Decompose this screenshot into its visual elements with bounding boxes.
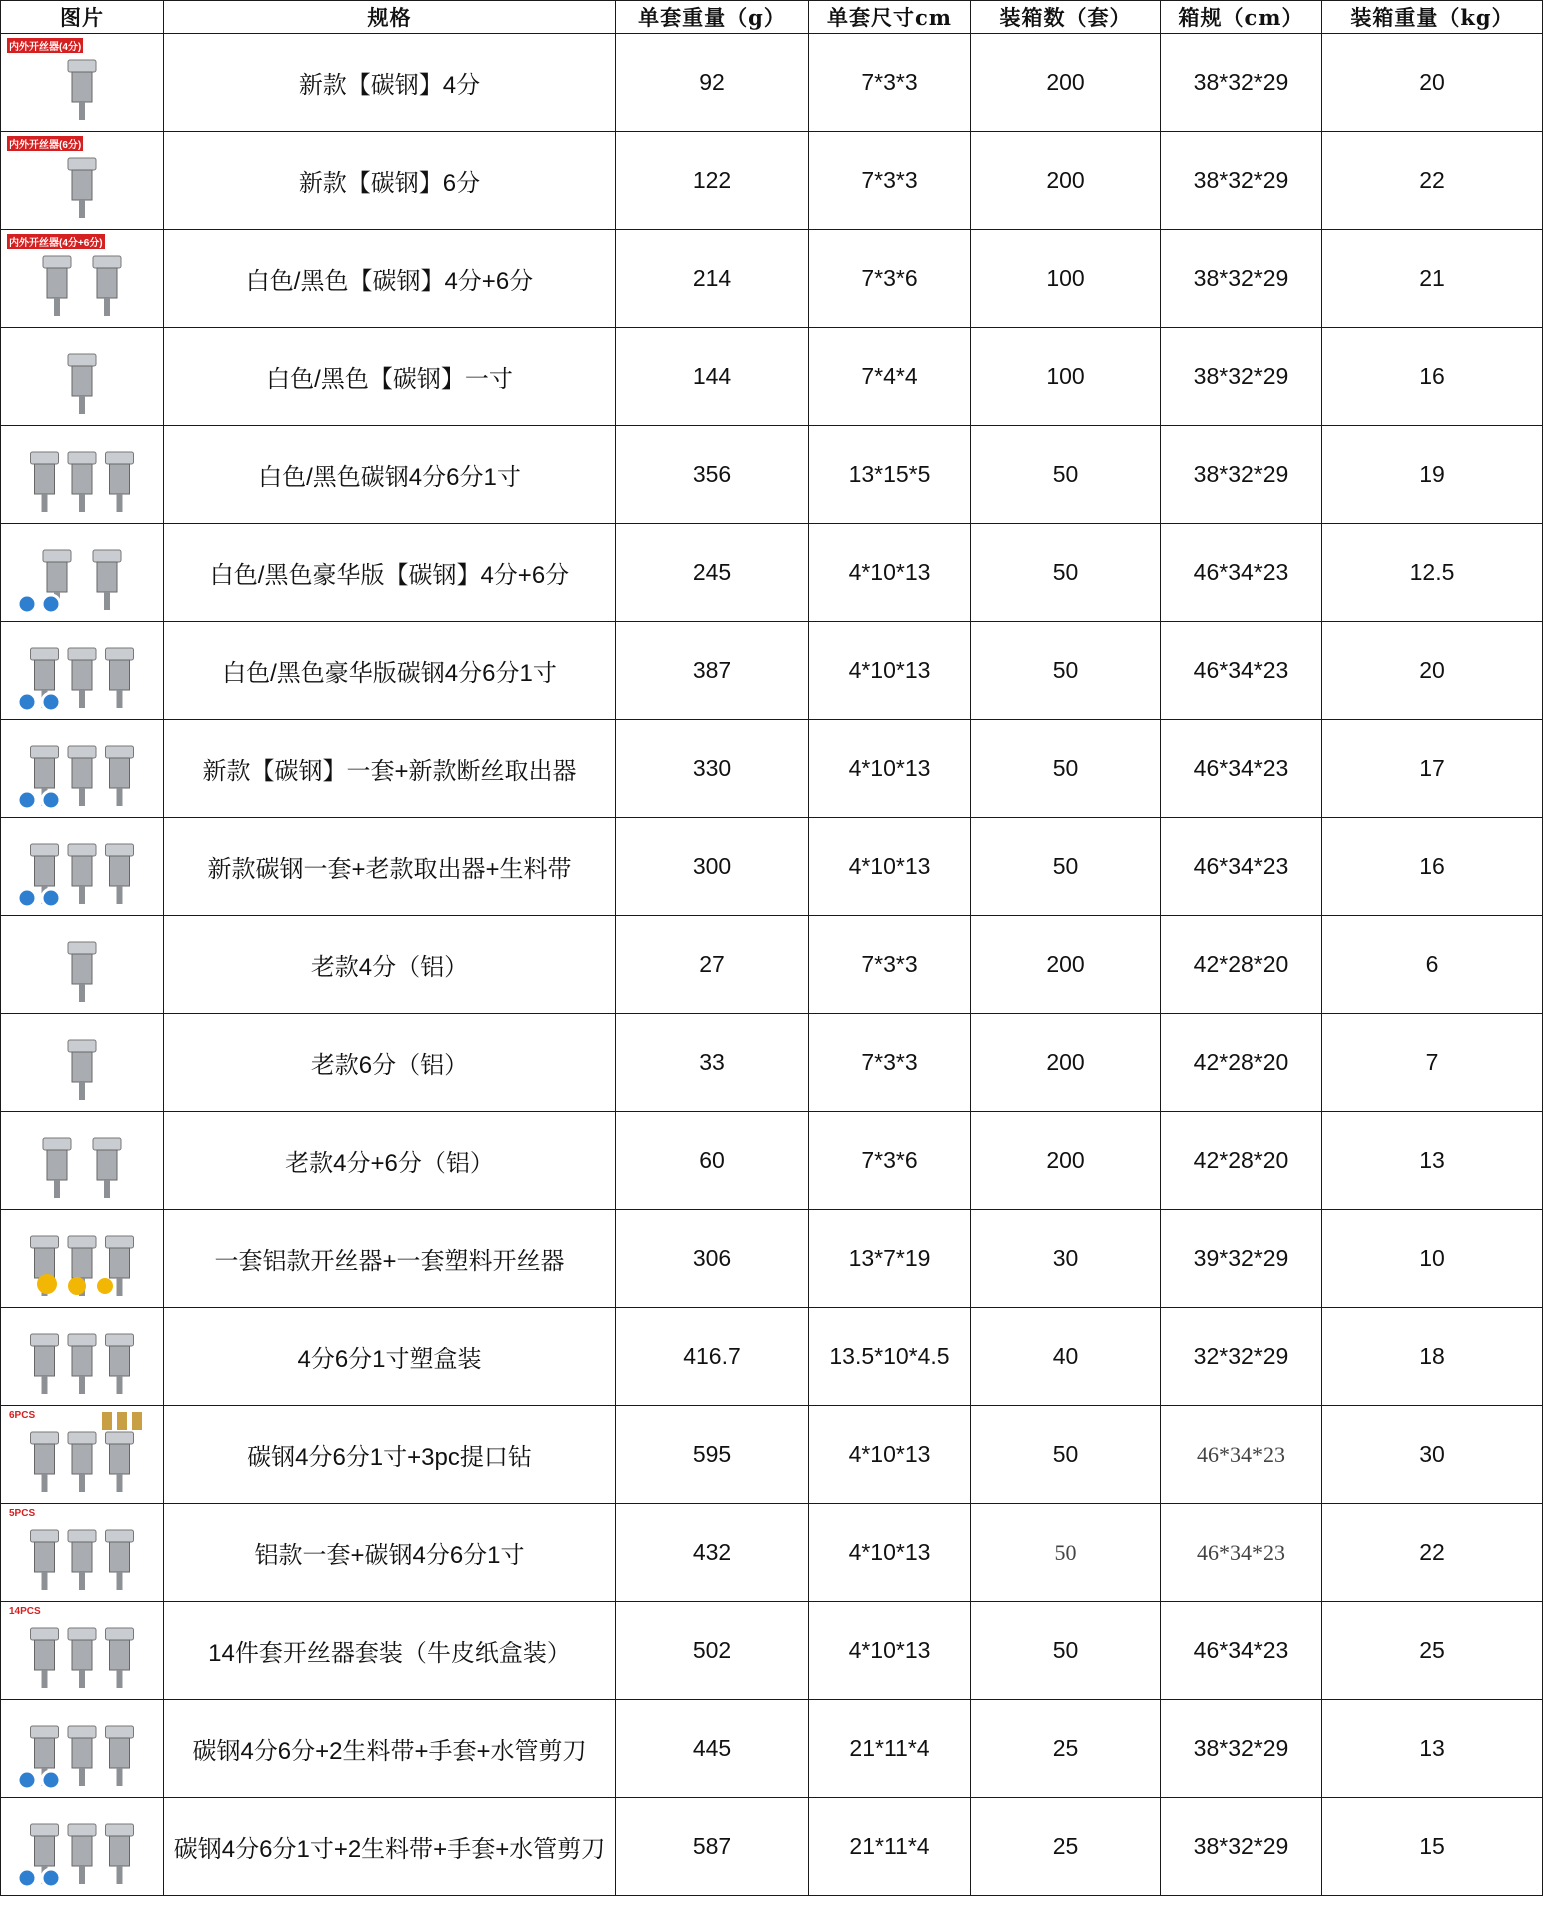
spec-cell: 一套铝款开丝器+一套塑料开丝器	[164, 1210, 616, 1308]
spec-cell: 白色/黑色豪华版【碳钢】4分+6分	[164, 524, 616, 622]
product-image-cell	[1, 1210, 164, 1308]
unit-weight-cell: 502	[616, 1602, 809, 1700]
unit-size-cell: 4*10*13	[809, 622, 971, 720]
box-size-cell: 42*28*20	[1161, 1112, 1322, 1210]
box-qty-cell: 100	[971, 230, 1161, 328]
unit-size-cell: 4*10*13	[809, 1504, 971, 1602]
box-weight-cell: 22	[1322, 132, 1543, 230]
product-image-cell	[1, 1798, 164, 1896]
table-row	[1, 1504, 1543, 1602]
alu-plastic-set-image	[7, 1214, 157, 1304]
spec-cell: 老款4分+6分（铝）	[164, 1112, 616, 1210]
header-box-qty: 装箱数（套）	[971, 1, 1161, 34]
box-qty-cell: 100	[971, 328, 1161, 426]
product-image-cell	[1, 1602, 164, 1700]
product-image-cell	[1, 1406, 164, 1504]
header-image: 图片	[1, 1, 164, 34]
unit-weight-cell: 595	[616, 1406, 809, 1504]
header-unit-size: 单套尺寸cm	[809, 1, 971, 34]
table-row	[1, 1308, 1543, 1406]
spec-cell: 14件套开丝器套装（牛皮纸盒装）	[164, 1602, 616, 1700]
unit-size-cell: 21*11*4	[809, 1798, 971, 1896]
unit-weight-cell: 245	[616, 524, 809, 622]
box-qty-cell: 50	[971, 1504, 1161, 1602]
box-qty-cell: 50	[971, 426, 1161, 524]
unit-weight-cell: 122	[616, 132, 809, 230]
box-weight-cell: 25	[1322, 1602, 1543, 1700]
unit-size-cell: 13*7*19	[809, 1210, 971, 1308]
alu-6fen-image	[7, 1018, 157, 1108]
box-qty-cell: 50	[971, 622, 1161, 720]
header-row	[1, 1, 1543, 34]
table-row	[1, 230, 1543, 328]
unit-size-cell: 13.5*10*4.5	[809, 1308, 971, 1406]
box-size-cell: 38*32*29	[1161, 328, 1322, 426]
product-image-cell	[1, 622, 164, 720]
box-weight-cell: 13	[1322, 1700, 1543, 1798]
product-image-cell	[1, 1700, 164, 1798]
header-unit-weight: 单套重量（g）	[616, 1, 809, 34]
product-image-cell	[1, 426, 164, 524]
thumb-tag: 内外开丝器(6分)	[7, 136, 83, 151]
thread-tool-set3-image	[7, 430, 157, 520]
alu-carbon-set-image	[7, 1508, 157, 1598]
unit-size-cell: 21*11*4	[809, 1700, 971, 1798]
box-size-cell: 46*34*23	[1161, 524, 1322, 622]
table-row	[1, 1210, 1543, 1308]
set3-tape-cutter-image	[7, 1802, 157, 1892]
product-image-cell	[1, 1504, 164, 1602]
product-image-cell	[1, 916, 164, 1014]
thumb-tag: 6PCS	[9, 1410, 36, 1421]
unit-size-cell: 4*10*13	[809, 1602, 971, 1700]
box-size-cell: 32*32*29	[1161, 1308, 1322, 1406]
product-image-cell	[1, 818, 164, 916]
box-weight-cell: 22	[1322, 1504, 1543, 1602]
product-image-cell	[1, 1014, 164, 1112]
set-tape-cutter-image	[7, 1704, 157, 1794]
box-size-cell: 46*34*23	[1161, 818, 1322, 916]
unit-weight-cell: 300	[616, 818, 809, 916]
spec-cell: 碳钢4分6分1寸+2生料带+手套+水管剪刀	[164, 1798, 616, 1896]
box-qty-cell: 200	[971, 132, 1161, 230]
set-drill-image	[7, 1410, 157, 1500]
box-weight-cell: 19	[1322, 426, 1543, 524]
box-qty-cell: 200	[971, 1014, 1161, 1112]
set-extractor-image	[7, 724, 157, 814]
box-size-cell: 38*32*29	[1161, 132, 1322, 230]
set-old-extractor-image	[7, 822, 157, 912]
spec-cell: 新款碳钢一套+老款取出器+生料带	[164, 818, 616, 916]
box-size-cell: 42*28*20	[1161, 916, 1322, 1014]
unit-weight-cell: 27	[616, 916, 809, 1014]
box-weight-cell: 6	[1322, 916, 1543, 1014]
unit-weight-cell: 214	[616, 230, 809, 328]
spec-cell: 老款4分（铝）	[164, 916, 616, 1014]
product-image-cell	[1, 230, 164, 328]
thumb-tag: 内外开丝器(4分+6分)	[7, 234, 105, 249]
unit-size-cell: 7*3*3	[809, 1014, 971, 1112]
box-size-cell: 46*34*23	[1161, 720, 1322, 818]
box-qty-cell: 200	[971, 916, 1161, 1014]
product-image-cell	[1, 720, 164, 818]
deluxe-set-image	[7, 528, 157, 618]
unit-weight-cell: 306	[616, 1210, 809, 1308]
box-weight-cell: 13	[1322, 1112, 1543, 1210]
box-size-cell: 46*34*23	[1161, 622, 1322, 720]
deluxe-set3-image	[7, 626, 157, 716]
unit-weight-cell: 60	[616, 1112, 809, 1210]
box-size-cell: 39*32*29	[1161, 1210, 1322, 1308]
product-image-cell	[1, 34, 164, 132]
unit-weight-cell: 587	[616, 1798, 809, 1896]
table-row	[1, 132, 1543, 230]
product-image-cell	[1, 524, 164, 622]
box-qty-cell: 25	[971, 1700, 1161, 1798]
spec-cell: 白色/黑色【碳钢】4分+6分	[164, 230, 616, 328]
table-row	[1, 1112, 1543, 1210]
spec-cell: 铝款一套+碳钢4分6分1寸	[164, 1504, 616, 1602]
product-image-cell	[1, 1308, 164, 1406]
table-row	[1, 1602, 1543, 1700]
table-row	[1, 1406, 1543, 1504]
box-weight-cell: 16	[1322, 328, 1543, 426]
box-weight-cell: 15	[1322, 1798, 1543, 1896]
box-qty-cell: 50	[971, 720, 1161, 818]
thumb-tag: 5PCS	[9, 1508, 36, 1519]
table-row	[1, 818, 1543, 916]
box-size-cell: 38*32*29	[1161, 1798, 1322, 1896]
box-qty-cell: 50	[971, 524, 1161, 622]
spec-cell: 碳钢4分6分1寸+3pc提口钻	[164, 1406, 616, 1504]
spec-cell: 新款【碳钢】6分	[164, 132, 616, 230]
unit-size-cell: 7*3*3	[809, 132, 971, 230]
unit-size-cell: 13*15*5	[809, 426, 971, 524]
alu-4fen-image	[7, 920, 157, 1010]
unit-size-cell: 7*3*3	[809, 916, 971, 1014]
header-box-size: 箱规（cm）	[1161, 1, 1322, 34]
unit-weight-cell: 356	[616, 426, 809, 524]
header-box-weight: 装箱重量（kg）	[1322, 1, 1543, 34]
box-size-cell: 46*34*23	[1161, 1602, 1322, 1700]
box-weight-cell: 18	[1322, 1308, 1543, 1406]
box-size-cell: 42*28*20	[1161, 1014, 1322, 1112]
box-qty-cell: 40	[971, 1308, 1161, 1406]
unit-size-cell: 4*10*13	[809, 1406, 971, 1504]
unit-weight-cell: 445	[616, 1700, 809, 1798]
14pcs-set-image	[7, 1606, 157, 1696]
box-size-cell: 38*32*29	[1161, 426, 1322, 524]
box-size-cell: 38*32*29	[1161, 1700, 1322, 1798]
table-row	[1, 426, 1543, 524]
unit-weight-cell: 432	[616, 1504, 809, 1602]
unit-size-cell: 4*10*13	[809, 720, 971, 818]
thumb-tag: 14PCS	[9, 1606, 41, 1617]
box-qty-cell: 25	[971, 1798, 1161, 1896]
box-weight-cell: 20	[1322, 34, 1543, 132]
box-qty-cell: 50	[971, 1602, 1161, 1700]
box-size-cell: 38*32*29	[1161, 230, 1322, 328]
unit-weight-cell: 144	[616, 328, 809, 426]
product-image-cell	[1, 132, 164, 230]
unit-weight-cell: 416.7	[616, 1308, 809, 1406]
spec-cell: 新款【碳钢】一套+新款断丝取出器	[164, 720, 616, 818]
box-qty-cell: 200	[971, 1112, 1161, 1210]
spec-cell: 白色/黑色碳钢4分6分1寸	[164, 426, 616, 524]
box-weight-cell: 16	[1322, 818, 1543, 916]
table-row	[1, 916, 1543, 1014]
unit-weight-cell: 33	[616, 1014, 809, 1112]
unit-size-cell: 4*10*13	[809, 524, 971, 622]
unit-size-cell: 7*3*6	[809, 1112, 971, 1210]
spec-cell: 白色/黑色豪华版碳钢4分6分1寸	[164, 622, 616, 720]
table-row	[1, 34, 1543, 132]
table-row	[1, 524, 1543, 622]
unit-weight-cell: 387	[616, 622, 809, 720]
unit-weight-cell: 330	[616, 720, 809, 818]
table-row	[1, 622, 1543, 720]
table-row	[1, 328, 1543, 426]
spec-cell: 白色/黑色【碳钢】一寸	[164, 328, 616, 426]
unit-size-cell: 4*10*13	[809, 818, 971, 916]
box-weight-cell: 10	[1322, 1210, 1543, 1308]
table-row	[1, 1014, 1543, 1112]
box-qty-cell: 50	[971, 1406, 1161, 1504]
box-size-cell: 46*34*23	[1161, 1504, 1322, 1602]
spec-cell: 碳钢4分6分+2生料带+手套+水管剪刀	[164, 1700, 616, 1798]
plastic-box-set-image	[7, 1312, 157, 1402]
box-qty-cell: 30	[971, 1210, 1161, 1308]
box-weight-cell: 17	[1322, 720, 1543, 818]
spec-cell: 老款6分（铝）	[164, 1014, 616, 1112]
box-size-cell: 46*34*23	[1161, 1406, 1322, 1504]
box-weight-cell: 12.5	[1322, 524, 1543, 622]
box-weight-cell: 20	[1322, 622, 1543, 720]
box-weight-cell: 21	[1322, 230, 1543, 328]
box-qty-cell: 200	[971, 34, 1161, 132]
header-spec: 规格	[164, 1, 616, 34]
table-row	[1, 1798, 1543, 1896]
table-row	[1, 720, 1543, 818]
box-qty-cell: 50	[971, 818, 1161, 916]
box-weight-cell: 30	[1322, 1406, 1543, 1504]
product-image-cell	[1, 1112, 164, 1210]
unit-weight-cell: 92	[616, 34, 809, 132]
alu-pair-image	[7, 1116, 157, 1206]
unit-size-cell: 7*3*3	[809, 34, 971, 132]
unit-size-cell: 7*3*6	[809, 230, 971, 328]
thumb-tag: 内外开丝器(4分)	[7, 38, 83, 53]
product-image-cell	[1, 328, 164, 426]
table-row	[1, 1700, 1543, 1798]
unit-size-cell: 7*4*4	[809, 328, 971, 426]
thread-tool-1inch-image	[7, 332, 157, 422]
spec-cell: 新款【碳钢】4分	[164, 34, 616, 132]
spec-cell: 4分6分1寸塑盒装	[164, 1308, 616, 1406]
box-weight-cell: 7	[1322, 1014, 1543, 1112]
box-size-cell: 38*32*29	[1161, 34, 1322, 132]
